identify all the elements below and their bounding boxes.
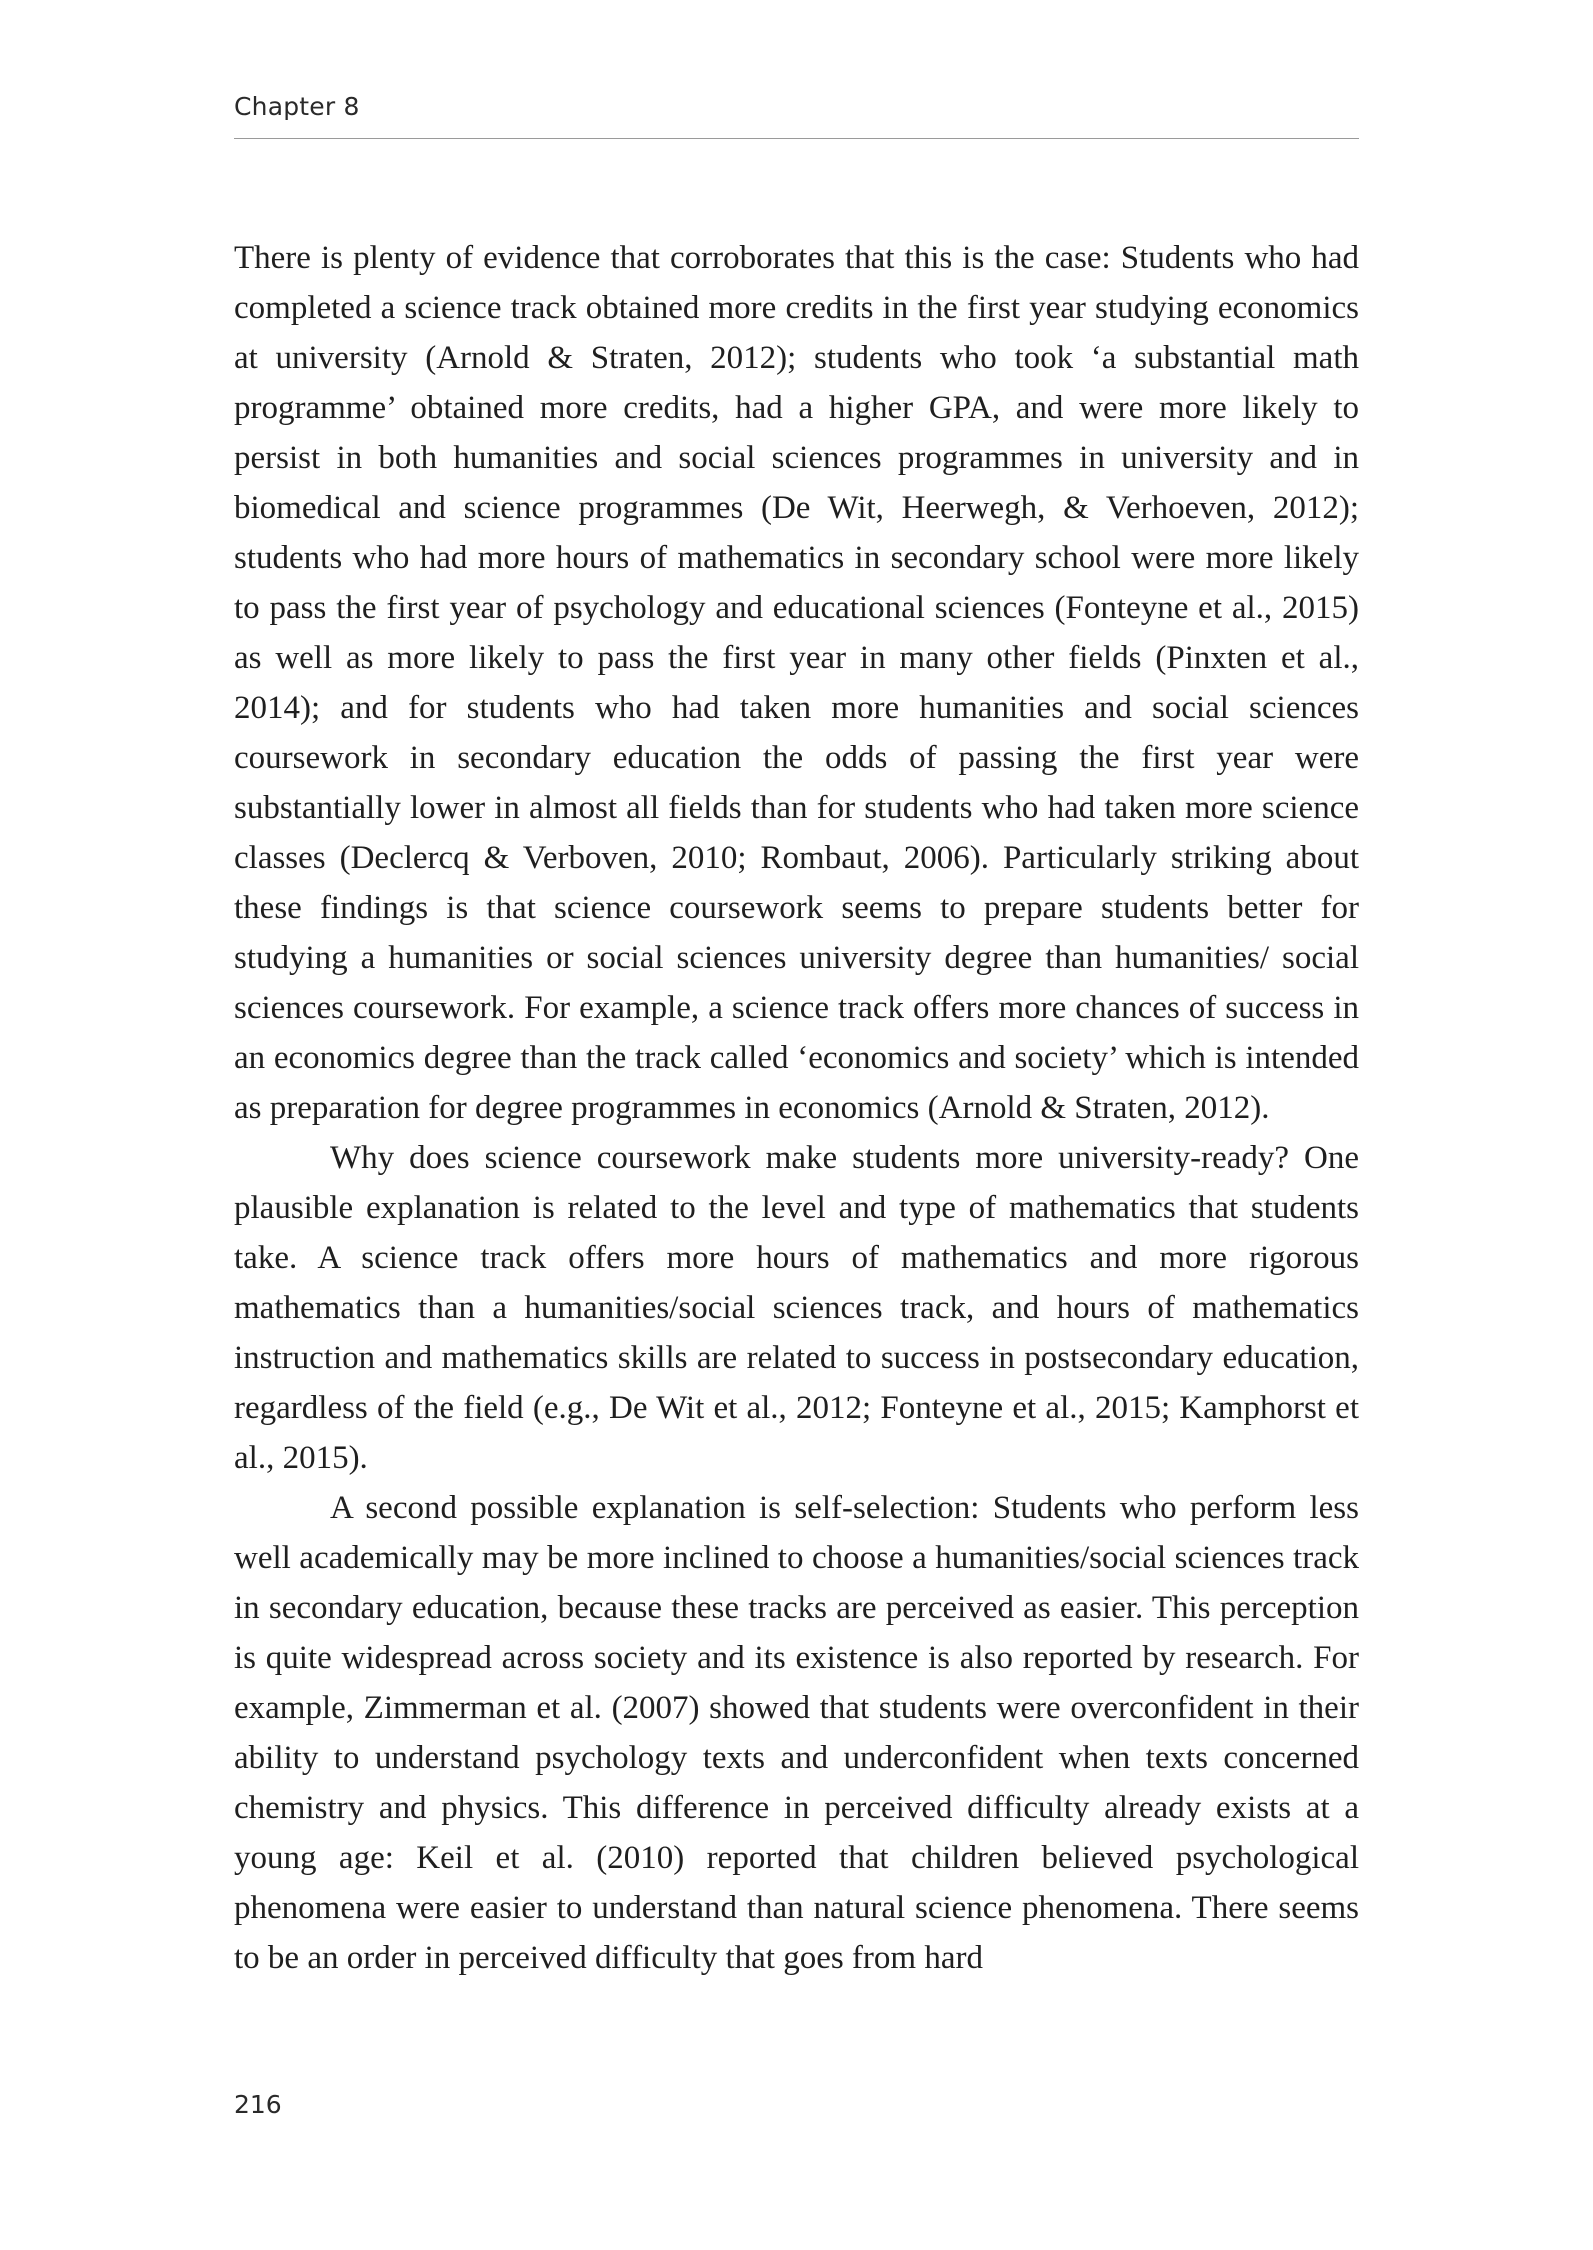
- paragraph-3: A second possible explanation is self-selection: Students who perform less well academically may be more inclined to choose a humanities/social sciences track in secondary education, because these tracks are perceived as easier. This perception is quite widespread across society and its existence is also reported by research. For example, Zimmerman et al. (2007) showed that students were overconfident in their ability to understand psychology texts and underconfident when texts concerned chemistry and physics. This difference in perceived difficulty already exists at a young age: Keil et al. (2010) reported that children believed psychological phenomena were easier to understand than natural science phenomena. There seems to be an order in perceived difficulty that goes from hard: [234, 1490, 1359, 1976]
- running-head: Chapter 8: [234, 92, 360, 121]
- body-text: [234, 233, 1359, 1983]
- paragraph-2: Why does science coursework make students more university-ready? One plausible explanation is related to the level and type of mathematics that students take. A science track offers more hours of mathematics and more rigorous mathematics than a humanities/social sciences track, and hours of mathematics instruction and mathematics skills are related to success in postsecondary education, regardless of the field (e.g., De Wit et al., 2012; Fonteyne et al., 2015; Kamphorst et al., 2015).: [234, 1140, 1359, 1476]
- paragraph-1: There is plenty of evidence that corroborates that this is the case: Students who had completed a science track obtained more credits in the first year studying economics at university (Arnold & Straten, 2012); students who took ‘a substantial math programme’ obtained more credits, had a higher GPA, and were more likely to persist in both humanities and social sciences programmes in university and in biomedical and science programmes (De Wit, Heerwegh, & Verhoeven, 2012); students who had more hours of mathematics in secondary school were more likely to pass the first year of psychology and educational sciences (Fonteyne et al., 2015) as well as more likely to pass the first year in many other fields (Pinxten et al., 2014); and for students who had taken more humanities and social sciences coursework in secondary education the odds of passing the first year were substantially lower in almost all fields than for students who had taken more science classes (Declercq & Verboven, 2010; Rombaut, 2006). Particularly striking about these findings is that science coursework seems to prepare students better for studying a humanities or social sciences university degree than humanities/ social sciences coursework. For example, a science track offers more chances of success in an economics degree than the track called ‘economics and society’ which is intended as preparation for degree programmes in economics (Arnold & Straten, 2012).: [234, 240, 1359, 1126]
- page-number: 216: [234, 2090, 282, 2119]
- header-rule: [234, 138, 1359, 139]
